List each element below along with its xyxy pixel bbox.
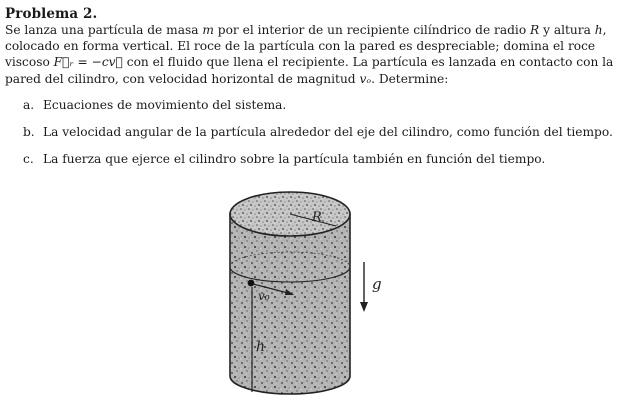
problem-statement: Se lanza una partícula de masa m por el interior de un recipiente cilíndrico de radio R y altura h, colocado en forma vertical. El roce de la partícula con la pared es despreciable; domina el roce viscoso F⃗ᵣ = −cv⃗ con el fluido que llena el recipiente. La partícula es lanzada en contacto con la pared del cilindro, con velocidad horizontal de magnitud vₒ. Determine: [5, 23, 614, 86]
height-label: h [256, 339, 266, 355]
velocity-label: v₀ [258, 289, 270, 303]
height-symbol: h [594, 23, 603, 37]
gravity-label: g [372, 275, 382, 293]
question-item-c: c. La fuerza que ejerce el cilindro sobre la partícula también en función del tiempo. [23, 152, 546, 166]
question-item-b: b. La velocidad angular de la partícula alrededor del eje del cilindro, como función del tiempo. [23, 125, 613, 139]
viscous-force-expression: F⃗ᵣ = −cv⃗ [53, 55, 123, 70]
mass-symbol: m [202, 23, 214, 37]
particle [248, 280, 255, 287]
question-item-a: a. Ecuaciones de movimiento del sistema. [23, 98, 287, 112]
cylinder-body [230, 214, 350, 394]
problem-title: Problema 2. [5, 6, 98, 22]
initial-speed-symbol: vₒ [359, 71, 372, 86]
radius-symbol: R [530, 23, 540, 37]
radius-label: R [312, 210, 322, 225]
